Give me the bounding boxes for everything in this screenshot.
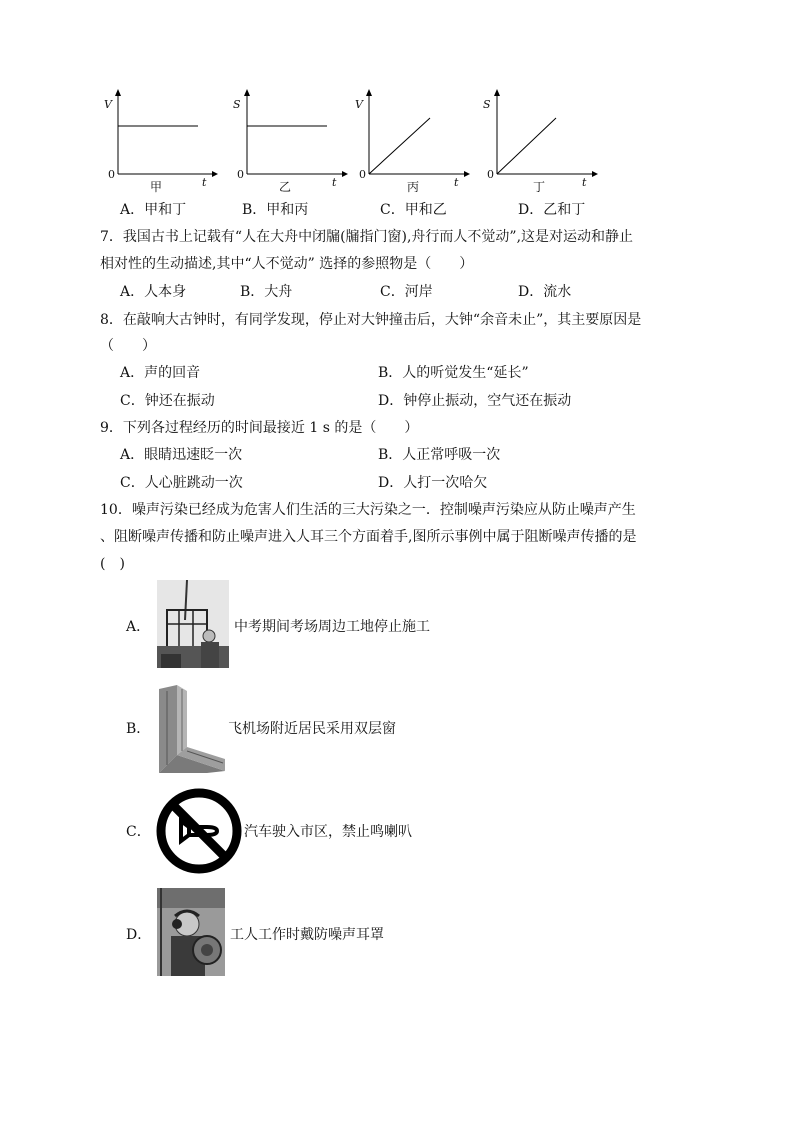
q10-stem-line2: 、阻断噪声传播和防止噪声进入人耳三个方面着手,图所示事例中属于阻断噪声传播的是 xyxy=(100,529,637,545)
q10-option-c-letter[interactable]: C． xyxy=(126,824,151,840)
q6-option-b[interactable]: B．甲和丙 xyxy=(242,202,309,218)
graph-caption: 甲 xyxy=(150,180,163,194)
q10-option-a-text: 中考期间考场周边工地停止施工 xyxy=(234,619,430,635)
q10-option-a-letter[interactable]: A． xyxy=(126,619,151,635)
q10-option-b-text: 飞机场附近居民采用双层窗 xyxy=(228,721,396,737)
double-window-frame xyxy=(157,685,227,773)
y-axis-label: V xyxy=(104,98,112,111)
y-axis-label: V xyxy=(355,98,363,111)
q6-option-d[interactable]: D．乙和丁 xyxy=(518,202,586,218)
window-frame-icon xyxy=(157,685,227,773)
y-axis-arrow xyxy=(115,89,121,96)
graph-bing xyxy=(352,88,472,193)
q7-stem-line1: 7．我国古书上记载有“人在大舟中闭牖(牖指门窗),舟行而人不觉动”,这是对运动和静止 xyxy=(100,229,634,245)
graph-line xyxy=(497,118,556,174)
q9-stem: 9．下列各过程经历的时间最接近 1 s 的是（ ） xyxy=(100,420,419,436)
construction-site-icon xyxy=(157,580,229,668)
q6-option-c[interactable]: C．甲和乙 xyxy=(380,202,447,218)
q8-option-a[interactable]: A．声的回音 xyxy=(120,365,201,381)
no-horn-icon xyxy=(155,787,243,875)
x-axis-arrow xyxy=(342,171,348,177)
q10-option-d-letter[interactable]: D． xyxy=(126,927,152,943)
q9-option-c[interactable]: C．人心脏跳动一次 xyxy=(120,475,243,491)
graph-ding xyxy=(480,88,600,193)
graph-caption: 丙 xyxy=(407,180,420,194)
q10-option-c-text: 汽车驶入市区，禁止鸣喇叭 xyxy=(244,824,412,840)
q10-option-b-letter[interactable]: B． xyxy=(126,721,151,737)
worker-earmuffs-icon xyxy=(157,888,225,976)
q10-option-d-text: 工人工作时戴防噪声耳罩 xyxy=(230,927,384,943)
no-horn-sign xyxy=(155,787,243,875)
q8-stem-line2: （ ） xyxy=(100,338,156,354)
q9-option-a[interactable]: A．眼睛迅速眨一次 xyxy=(120,447,243,463)
x-axis-arrow xyxy=(212,171,218,177)
q7-option-b[interactable]: B．大舟 xyxy=(240,284,293,300)
q7-option-c[interactable]: C．河岸 xyxy=(380,284,433,300)
y-axis-arrow xyxy=(494,89,500,96)
origin-label: 0 xyxy=(237,168,244,181)
q8-stem-line1: 8．在敲响大古钟时，有同学发现，停止对大钟撞击后，大钟“余音未止”，其主要原因是 xyxy=(100,312,642,328)
x-axis-label: t xyxy=(582,176,587,189)
origin-label: 0 xyxy=(108,168,115,181)
x-axis-arrow xyxy=(464,171,470,177)
x-axis-arrow xyxy=(592,171,598,177)
q9-option-b[interactable]: B．人正常呼吸一次 xyxy=(378,447,501,463)
q8-option-c[interactable]: C．钟还在振动 xyxy=(120,393,215,409)
y-axis-arrow xyxy=(366,89,372,96)
y-axis-arrow xyxy=(244,89,250,96)
q7-stem-line2: 相对性的生动描述,其中“人不觉动” 选择的参照物是（ ） xyxy=(100,256,474,272)
q10-stem-line3: ( ) xyxy=(100,556,125,572)
y-axis-label: S xyxy=(233,98,241,111)
graph-caption: 丁 xyxy=(533,180,546,194)
origin-label: 0 xyxy=(487,168,494,181)
construction-site-photo xyxy=(157,580,229,668)
graph-jia xyxy=(100,88,220,193)
q7-option-a[interactable]: A．人本身 xyxy=(120,284,187,300)
y-axis-label: S xyxy=(483,98,491,111)
q10-stem-line1: 10．噪声污染已经成为危害人们生活的三大污染之一．控制噪声污染应从防止噪声产生 xyxy=(100,502,636,518)
q9-option-d[interactable]: D．人打一次哈欠 xyxy=(378,475,488,491)
origin-label: 0 xyxy=(359,168,366,181)
worker-earmuffs-photo xyxy=(157,888,225,976)
q8-option-b[interactable]: B．人的听觉发生“延长” xyxy=(378,365,529,381)
x-axis-label: t xyxy=(332,176,337,189)
q6-option-a[interactable]: A．甲和丁 xyxy=(120,202,187,218)
q7-option-d[interactable]: D．流水 xyxy=(518,284,572,300)
graph-yi xyxy=(230,88,350,193)
x-axis-label: t xyxy=(454,176,459,189)
q8-option-d[interactable]: D．钟停止振动，空气还在振动 xyxy=(378,393,572,409)
graph-line xyxy=(369,118,430,174)
x-axis-label: t xyxy=(202,176,207,189)
graph-caption: 乙 xyxy=(279,180,292,194)
